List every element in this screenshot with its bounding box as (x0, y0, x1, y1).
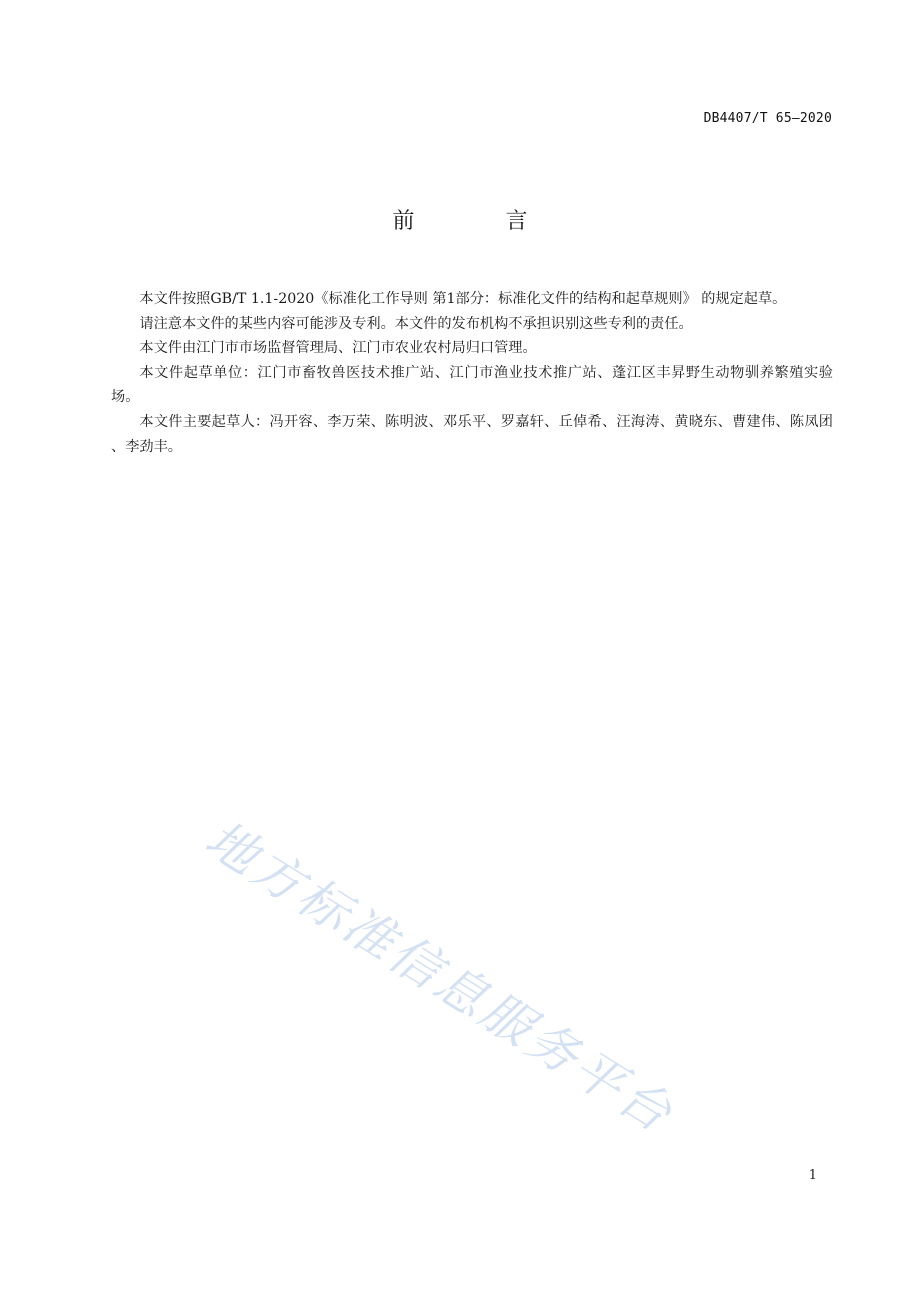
paragraph-patent-notice: 请注意本文件的某些内容可能涉及专利。本文件的发布机构不承担识别这些专利的责任。 (139, 315, 693, 332)
page-title: 前 言 (392, 209, 570, 234)
paragraph-administration: 本文件由江门市市场监督管理局、江门市农业农村局归口管理。 (139, 340, 537, 357)
document-code: DB4407/T 65—2020 (703, 111, 832, 126)
foreword-body (111, 287, 833, 459)
paragraph-drafting-units: 本文件起草单位：江门市畜牧兽医技术推广站、江门市渔业技术推广站、蓬江区丰昇野生动物驯养繁殖实验场。 (111, 364, 833, 406)
paragraph-drafters: 本文件主要起草人：冯开容、李万荣、陈明波、邓乐平、罗嘉轩、丘倬希、汪海涛、黄晓东、曹建伟、陈凤团 、李劲丰。 (111, 413, 833, 455)
page-number: 1 (808, 1168, 817, 1183)
watermark: 地方标准信息服务平台 (195, 809, 685, 1145)
paragraph-drafting-basis: 本文件按照GB/T 1.1-2020《标准化工作导则 第1部分：标准化文件的结构和起草规则》 的规定起草。 (139, 291, 787, 307)
